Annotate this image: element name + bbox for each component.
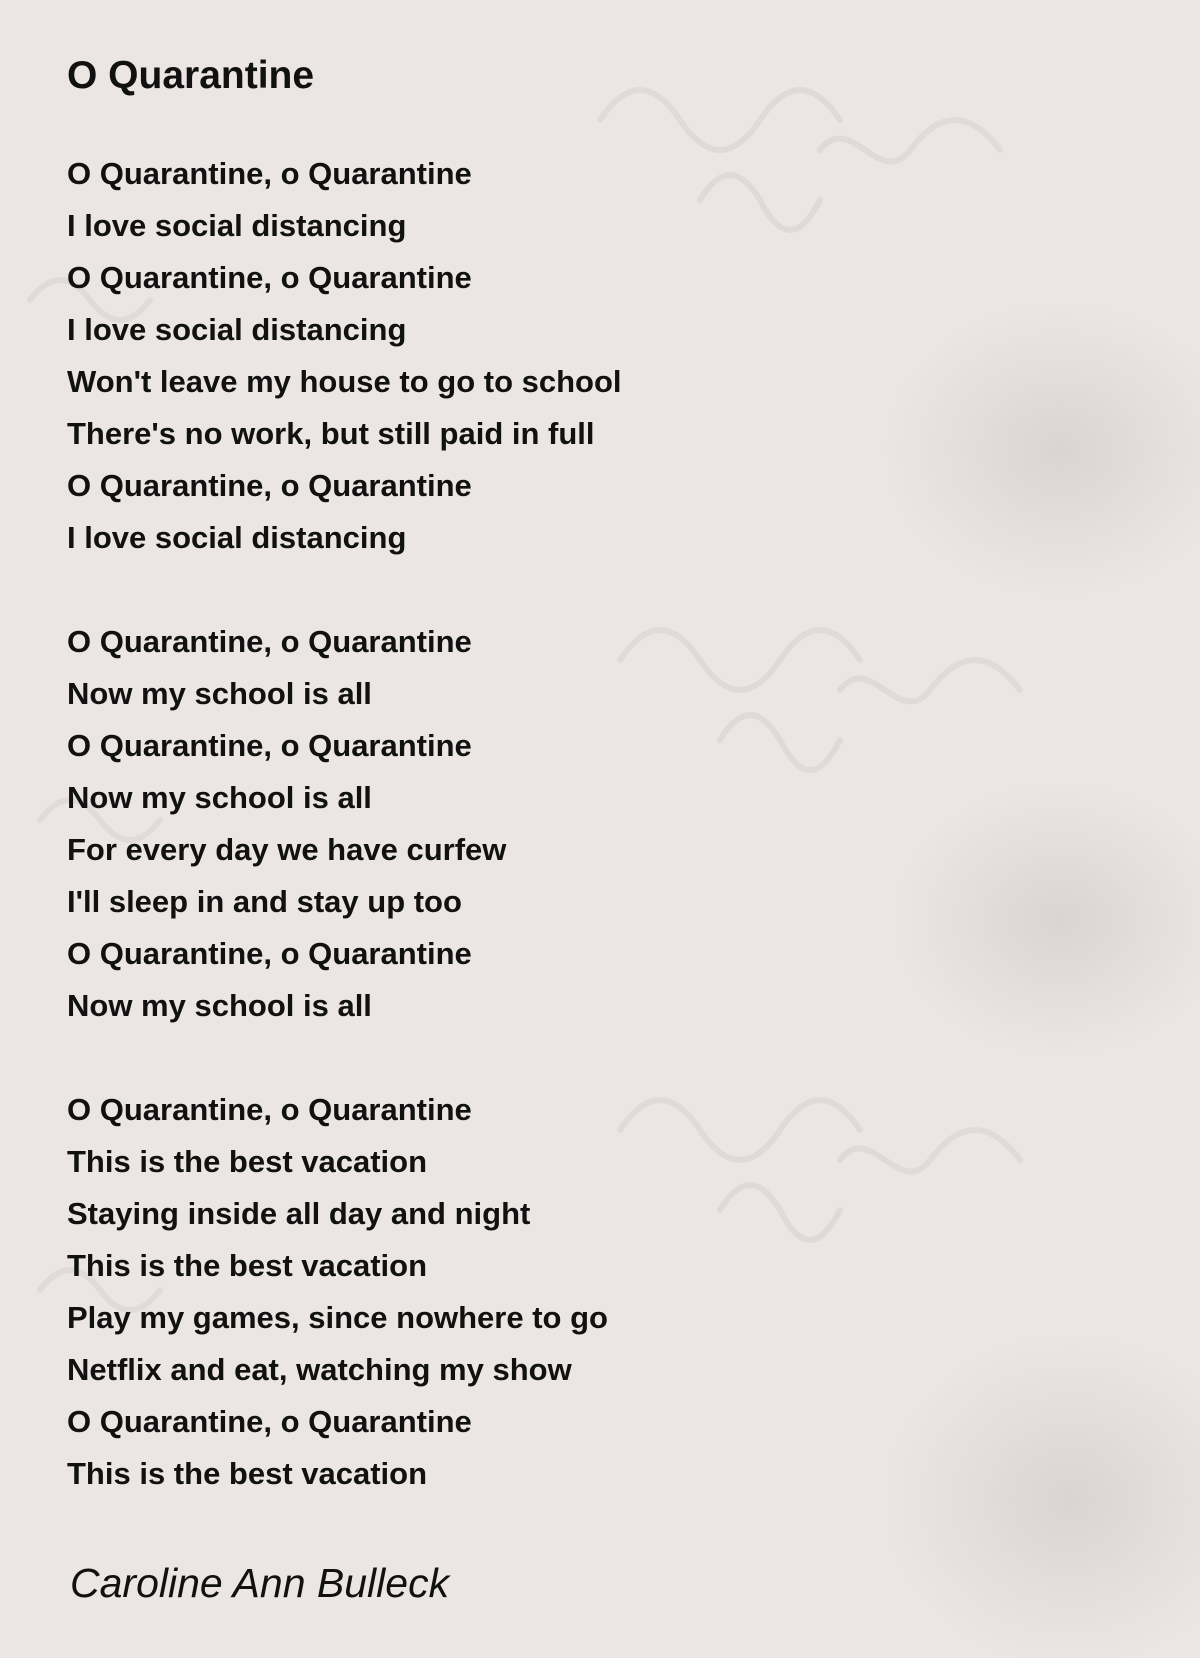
stanza-2 xyxy=(67,616,1067,1032)
poem-author: Caroline Ann Bulleck xyxy=(70,1560,450,1606)
poem-line: This is the best vacation xyxy=(67,1456,428,1491)
stanza-1 xyxy=(67,148,1067,564)
poem-line: O Quarantine, o Quarantine xyxy=(67,1092,472,1127)
poem-line: Won't leave my house to go to school xyxy=(67,364,622,399)
poem-title: O Quarantine xyxy=(67,54,315,97)
stanza-3 xyxy=(67,1084,1067,1500)
poem-line: I love social distancing xyxy=(67,520,407,555)
poem-line: Play my games, since nowhere to go xyxy=(67,1300,608,1335)
poem-line: O Quarantine, o Quarantine xyxy=(67,1404,472,1439)
poem-line: Netflix and eat, watching my show xyxy=(67,1352,572,1387)
poem-line: O Quarantine, o Quarantine xyxy=(67,728,472,763)
poem-line: I'll sleep in and stay up too xyxy=(67,884,462,919)
poem-line: O Quarantine, o Quarantine xyxy=(67,468,472,503)
poem-line: Now my school is all xyxy=(67,780,372,815)
poem-line: Staying inside all day and night xyxy=(67,1196,531,1231)
poem-line: O Quarantine, o Quarantine xyxy=(67,624,472,659)
poem-line: O Quarantine, o Quarantine xyxy=(67,936,472,971)
poem-line: I love social distancing xyxy=(67,312,407,347)
poem-line: Now my school is all xyxy=(67,988,372,1023)
poem-line: O Quarantine, o Quarantine xyxy=(67,156,472,191)
poem-line: I love social distancing xyxy=(67,208,407,243)
poem-line: This is the best vacation xyxy=(67,1144,428,1179)
poem-line: Now my school is all xyxy=(67,676,372,711)
poem-line: This is the best vacation xyxy=(67,1248,428,1283)
poem-line: O Quarantine, o Quarantine xyxy=(67,260,472,295)
poem-line: There's no work, but still paid in full xyxy=(67,416,595,451)
poem-line: For every day we have curfew xyxy=(67,832,507,867)
